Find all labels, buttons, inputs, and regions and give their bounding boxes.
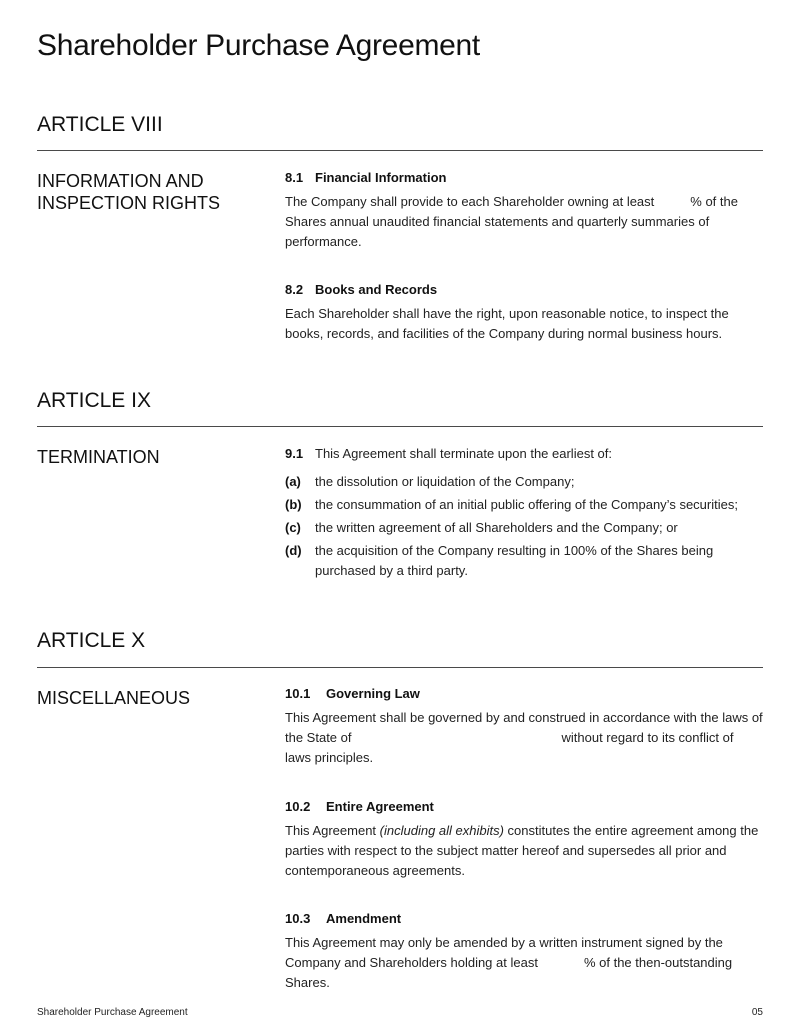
clause-8-2-title: Books and Records: [315, 282, 438, 297]
list-item: [285, 541, 763, 581]
clause-8-1-text: [285, 192, 763, 252]
clause-10-1-heading: [285, 686, 763, 702]
clause-9-1-number: 9.1: [285, 446, 304, 461]
clause-10-1: [285, 686, 763, 768]
list-item-letter: (b): [285, 497, 302, 512]
clause-8-1: [285, 170, 763, 252]
footer-page-number: 05: [751, 1007, 763, 1018]
article-x-heading: ARTICLE X: [37, 629, 146, 652]
clause-8-1-title: Financial Information: [315, 170, 447, 185]
article-viii-section-title: INFORMATION AND INSPECTION RIGHTS: [37, 171, 221, 213]
clause-10-2-text: [285, 821, 763, 881]
list-item: [285, 495, 763, 515]
article-ix-heading: ARTICLE IX: [37, 389, 151, 412]
article-x-section-title: MISCELLANEOUS: [37, 688, 191, 708]
clause-8-2: [285, 282, 763, 344]
clause-8-2-text: Each Shareholder shall have the right, upon reasonable notice, to inspect the books, records, and facilities of the Company during normal business hours.: [285, 306, 729, 341]
clause-10-3-text-part1: This Agreement may only be amended by a written instrument signed by the Company and Shareholders holding at least: [285, 935, 723, 970]
article-x-divider: [37, 667, 763, 668]
clause-10-2: [285, 799, 763, 881]
clause-8-1-text-part1: The Company shall provide to each Shareholder owning at least: [285, 194, 655, 209]
article-ix-divider: [37, 426, 763, 427]
list-item: [285, 472, 763, 492]
list-item: [285, 518, 763, 538]
clause-10-3-number: 10.3: [285, 911, 311, 926]
clause-10-1-title: Governing Law: [326, 686, 420, 701]
clause-10-1-text: [285, 708, 763, 768]
clause-9-1: [285, 444, 763, 584]
list-item-text: the acquisition of the Company resulting in 100% of the Shares being purchased by a third party.: [315, 543, 714, 578]
clause-8-1-number: 8.1: [285, 170, 304, 185]
article-viii-heading: ARTICLE VIII: [37, 113, 163, 136]
clause-10-3: [285, 911, 763, 993]
clause-9-1-intro: [285, 444, 763, 464]
clause-10-3-text: [285, 933, 763, 993]
list-item-text: the dissolution or liquidation of the Company;: [315, 474, 575, 489]
clause-10-2-heading: [285, 799, 763, 815]
clause-10-2-italic-text: (including all exhibits): [379, 823, 504, 838]
clause-10-1-text-part1: This Agreement shall be governed by and construed in accordance with the laws of the State of: [285, 710, 763, 745]
clause-9-1-intro-text: This Agreement shall terminate upon the earliest of:: [315, 446, 612, 461]
article-ix-section-title: TERMINATION: [37, 447, 160, 467]
footer-document-title: Shareholder Purchase Agreement: [37, 1007, 188, 1018]
article-viii-divider: [37, 150, 763, 151]
list-item-text: the written agreement of all Shareholders and the Company; or: [315, 520, 678, 535]
list-item-letter: (c): [285, 520, 301, 535]
clause-10-1-number: 10.1: [285, 686, 311, 701]
clause-10-3-title: Amendment: [326, 911, 402, 926]
clause-10-3-heading: [285, 911, 763, 927]
clause-10-3-text-part2: % of the then-outstanding Shares.: [285, 955, 733, 990]
clause-10-2-text-part2: constitutes the entire agreement among the parties with respect to the subject matter hereof and supersedes all prior and contemporaneous agreements.: [285, 823, 759, 878]
document-title: Shareholder Purchase Agreement: [37, 29, 480, 62]
clause-8-2-number: 8.2: [285, 282, 304, 297]
clause-10-2-number: 10.2: [285, 799, 311, 814]
clause-10-2-title: Entire Agreement: [326, 799, 434, 814]
clause-8-1-heading: [285, 170, 763, 186]
clause-8-1-text-part2: % of the Shares annual unaudited financial statements and quarterly summaries of performance.: [285, 194, 738, 249]
clause-8-2-heading: [285, 282, 763, 298]
list-item-letter: (d): [285, 543, 302, 558]
list-item-letter: (a): [285, 474, 301, 489]
list-item-text: the consummation of an initial public offering of the Company’s securities;: [315, 497, 738, 512]
clause-10-1-text-part2: without regard to its conflict of laws principles.: [285, 730, 734, 765]
clause-10-2-text-part1: This Agreement: [285, 823, 380, 838]
